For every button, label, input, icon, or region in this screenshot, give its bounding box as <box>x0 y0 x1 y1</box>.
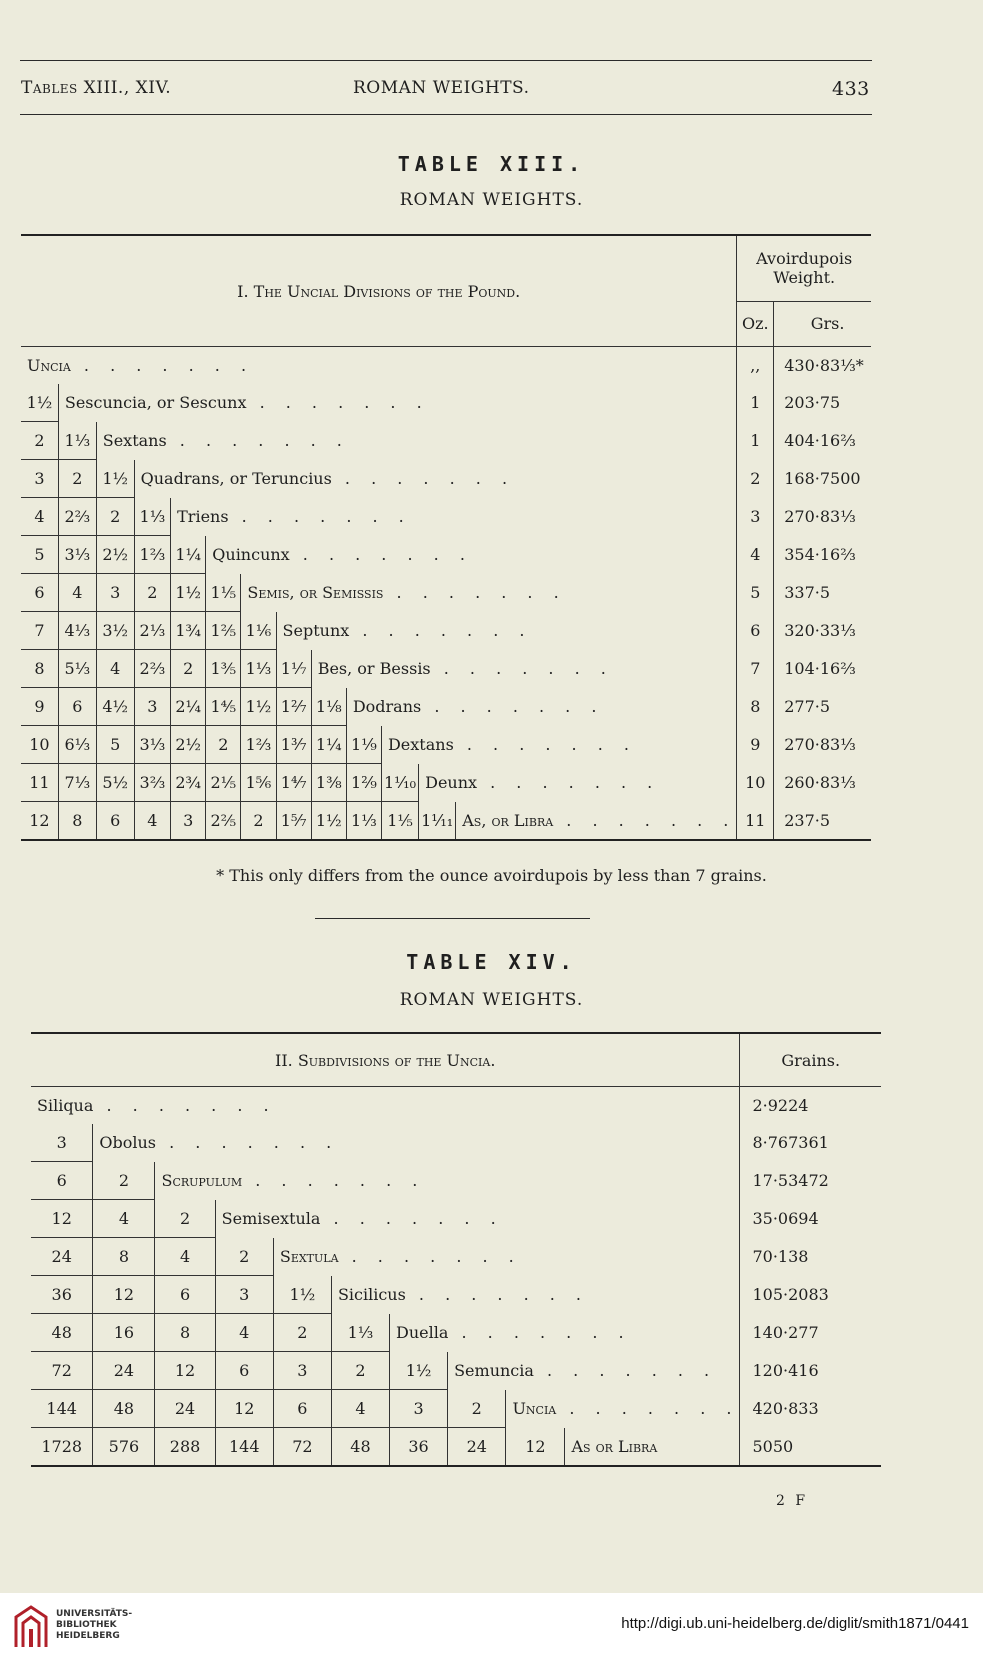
weight-name: Sescuncia, or Sescunx <box>64 393 247 413</box>
table13-row <box>21 688 871 726</box>
fraction-cell: 1⅖ <box>206 612 241 650</box>
ratio-cell: 48 <box>31 1314 93 1352</box>
fraction-cell: 1½ <box>311 802 346 841</box>
fraction-cell: 2 <box>241 802 276 841</box>
page-number: 433 <box>832 78 870 100</box>
fraction-cell: 4½ <box>96 688 134 726</box>
table13-row <box>21 422 871 460</box>
fraction-cell: 1⅛ <box>311 688 346 726</box>
oz-value: 9 <box>737 726 774 764</box>
ratio-cell: 24 <box>93 1352 155 1390</box>
subdivision-name-cell <box>331 1276 740 1314</box>
fraction-cell: 2 <box>206 726 241 764</box>
ratio-cell: 8 <box>93 1238 155 1276</box>
grs-value: 337·5 <box>784 583 831 602</box>
fraction-cell: 2⅖ <box>206 802 241 841</box>
fraction-cell: 1⅙ <box>241 612 276 650</box>
ratio-cell: 12 <box>506 1428 565 1467</box>
leader-dots: . . . . . . . <box>156 1133 340 1153</box>
weight-name-cell <box>419 764 737 802</box>
grs-value: 270·83⅓ <box>784 735 856 754</box>
weight-name-cell <box>311 650 737 688</box>
fraction-cell: 6 <box>58 688 96 726</box>
ratio-cell: 2 <box>93 1162 155 1200</box>
grs-value: 237·5 <box>784 810 831 830</box>
source-url-link[interactable]: http://digi.ub.uni-heidelberg.de/diglit/smith1871/0441 <box>621 1615 969 1632</box>
ratio-cell: 3 <box>215 1276 273 1314</box>
ratio-cell: 24 <box>155 1390 215 1428</box>
fraction-cell: 4 <box>96 650 134 688</box>
grains-value: 120·416 <box>740 1352 881 1390</box>
fraction-cell: 4 <box>21 498 58 536</box>
library-name: UNIVERSITÄTS- BIBLIOTHEK HEIDELBERG <box>56 1609 133 1641</box>
ratio-cell: 288 <box>155 1428 215 1467</box>
oz-value: 6 <box>737 612 774 650</box>
weight-name: Sextans <box>102 431 167 450</box>
running-head-left: Tables XIII., XIV. <box>21 78 172 98</box>
ratio-cell: 4 <box>215 1314 273 1352</box>
fraction-cell: 6 <box>21 574 58 612</box>
fraction-cell: 2¼ <box>171 688 206 726</box>
ratio-cell: 1½ <box>390 1352 448 1390</box>
fraction-cell: 1¾ <box>171 612 206 650</box>
table13-subtitle: ROMAN WEIGHTS. <box>399 190 584 210</box>
fraction-cell: 1⅕ <box>381 802 418 841</box>
grains-value: 35·0694 <box>740 1200 881 1238</box>
ratio-cell: 144 <box>31 1390 93 1428</box>
table13-row <box>21 612 871 650</box>
weight-name-cell <box>276 612 737 650</box>
fraction-cell: 2 <box>58 460 96 498</box>
fraction-cell: 5½ <box>96 764 134 802</box>
subdivision-name-cell <box>155 1162 740 1200</box>
oz-value: 2 <box>737 460 774 498</box>
table13-row <box>21 802 871 841</box>
subdivision-name: Semisextula <box>221 1209 321 1228</box>
table14-section-heading: II. Subdivisions of the Uncia. <box>31 1033 740 1087</box>
oz-value: 3 <box>737 498 774 536</box>
weight-name-cell <box>171 498 737 536</box>
table13 <box>21 234 871 841</box>
ratio-cell: 1½ <box>273 1276 331 1314</box>
fraction-cell: 4⅓ <box>58 612 96 650</box>
table13-row <box>21 347 871 385</box>
university-logo-icon <box>12 1603 50 1651</box>
fraction-cell: 1⅚ <box>241 764 276 802</box>
weight-name-cell <box>241 574 737 612</box>
fraction-cell: 8 <box>58 802 96 841</box>
ratio-cell: 12 <box>155 1352 215 1390</box>
weight-name: Semis, or Semissis <box>247 583 384 602</box>
col-grains-header: Grains. <box>740 1033 881 1087</box>
weight-name-cell <box>58 384 737 422</box>
ratio-cell: 2 <box>215 1238 273 1276</box>
ratio-cell: 2 <box>448 1390 506 1428</box>
signature-mark: 2 F <box>776 1493 809 1509</box>
fraction-cell: 2⅓ <box>134 612 171 650</box>
weight-name: Bes, or Bessis <box>317 659 431 678</box>
subdivision-name: Semuncia <box>454 1361 534 1380</box>
oz-value: 11 <box>737 802 774 841</box>
table14-row <box>31 1087 881 1125</box>
leader-dots: . . . . . . . <box>246 393 430 413</box>
fraction-cell: 2 <box>134 574 171 612</box>
fraction-cell: 3⅓ <box>134 726 171 764</box>
fraction-cell: 4 <box>134 802 171 841</box>
weight-name: Septunx <box>282 621 350 640</box>
subdivision-name-cell <box>273 1238 740 1276</box>
fraction-cell: 2¾ <box>171 764 206 802</box>
weight-name: Dextans <box>387 735 454 754</box>
fraction-cell: 1³⁄₇ <box>276 726 311 764</box>
leader-dots: . . . . . . . <box>338 1247 522 1266</box>
grs-value: 354·16⅔ <box>784 545 856 564</box>
leader-dots: . . . . . . . <box>70 356 255 375</box>
ratio-cell: 12 <box>215 1390 273 1428</box>
ratio-cell: 36 <box>390 1428 448 1467</box>
table14-row <box>31 1390 881 1428</box>
fraction-cell: 7⅓ <box>58 764 96 802</box>
leader-dots: . . . . . . . <box>453 735 637 754</box>
fraction-cell: 6⅓ <box>58 726 96 764</box>
weight-name-cell <box>346 688 737 726</box>
table13-section-heading: I. The Uncial Divisions of the Pound. <box>21 235 737 347</box>
head-rule <box>20 114 872 115</box>
ratio-cell: 2 <box>273 1314 331 1352</box>
subdivision-name-cell <box>31 1087 740 1125</box>
grains-value: 70·138 <box>740 1238 881 1276</box>
ratio-cell: 6 <box>273 1390 331 1428</box>
fraction-cell: 1⅓ <box>58 422 96 460</box>
oz-value: 5 <box>737 574 774 612</box>
fraction-cell: 1²⁄₇ <box>276 688 311 726</box>
fraction-cell: 1½ <box>171 574 206 612</box>
leader-dots: . . . . . . . <box>405 1285 590 1304</box>
table14-row <box>31 1162 881 1200</box>
fraction-cell: 3⅓ <box>58 536 96 574</box>
col-oz-header: Oz. <box>737 301 774 346</box>
fraction-cell: 1⅓ <box>241 650 276 688</box>
fraction-cell: 1½ <box>96 460 134 498</box>
ratio-cell: 12 <box>93 1276 155 1314</box>
subdivision-name-cell <box>506 1390 740 1428</box>
fraction-cell: 3 <box>96 574 134 612</box>
fraction-cell: 1⅓ <box>134 498 171 536</box>
weight-name: Uncia <box>27 356 71 375</box>
subdivision-name: Scrupulum <box>161 1171 243 1190</box>
grains-value: 2·9224 <box>740 1087 881 1125</box>
weight-name: Deunx <box>425 773 478 792</box>
table13-row <box>21 498 871 536</box>
leader-dots: . . . . . . . <box>289 545 473 564</box>
fraction-cell: 5 <box>21 536 58 574</box>
fraction-cell: 1⅐ <box>276 650 311 688</box>
fraction-cell: 6 <box>96 802 134 841</box>
table14-row <box>31 1314 881 1352</box>
fraction-cell: 7 <box>21 612 58 650</box>
ratio-cell: 576 <box>93 1428 155 1467</box>
top-rule <box>20 60 872 61</box>
grs-value: 168·7500 <box>784 469 861 488</box>
fraction-cell: 1¼ <box>171 536 206 574</box>
fraction-cell: 2½ <box>96 536 134 574</box>
fraction-cell: 2⅕ <box>206 764 241 802</box>
weight-name-cell <box>134 460 737 498</box>
subdivision-name-cell <box>215 1200 740 1238</box>
ratio-cell: 4 <box>331 1390 389 1428</box>
oz-value: 8 <box>737 688 774 726</box>
subdivision-name: Sicilicus <box>337 1285 406 1304</box>
col-grs-header: Grs. <box>774 301 871 346</box>
table13-row <box>21 764 871 802</box>
fraction-cell: 1¹⁄₁₁ <box>419 802 456 841</box>
grs-value: 104·16⅔ <box>784 659 856 678</box>
ratio-cell: 6 <box>155 1276 215 1314</box>
fraction-cell: 12 <box>21 802 58 841</box>
weight-name: Quincunx <box>212 545 290 564</box>
leader-dots: . . . . . . . <box>430 659 614 678</box>
ratio-cell: 144 <box>215 1428 273 1467</box>
fraction-cell: 2½ <box>171 726 206 764</box>
leader-dots: . . . . . . . <box>448 1323 632 1342</box>
weight-name-cell <box>381 726 736 764</box>
oz-value: ,, <box>737 347 774 385</box>
weight-name: Dodrans <box>352 697 422 716</box>
table14-row <box>31 1352 881 1390</box>
weight-name-cell <box>21 347 737 385</box>
ratio-cell: 36 <box>31 1276 93 1314</box>
ratio-cell: 1⅓ <box>331 1314 389 1352</box>
fraction-cell: 1⅒ <box>381 764 418 802</box>
leader-dots: . . . . . . . <box>477 773 661 792</box>
leader-dots: . . . . . . . <box>533 1361 718 1380</box>
ratio-cell: 1728 <box>31 1428 93 1467</box>
ratio-cell: 48 <box>93 1390 155 1428</box>
leader-dots: . . . . . . . <box>166 431 350 450</box>
oz-value: 4 <box>737 536 774 574</box>
table13-row <box>21 726 871 764</box>
leader-dots: . . . . . . . <box>93 1096 277 1115</box>
oz-value: 10 <box>737 764 774 802</box>
table13-title: TABLE XIII. <box>397 152 586 176</box>
table13-row <box>21 650 871 688</box>
leader-dots: . . . . . . . <box>553 810 737 830</box>
fraction-cell: 5 <box>96 726 134 764</box>
fraction-cell: 1²⁄₉ <box>346 764 381 802</box>
ratio-cell: 72 <box>31 1352 93 1390</box>
viewer-footer <box>0 1593 983 1662</box>
subdivision-name: Sextula <box>279 1247 339 1266</box>
separator-rule <box>315 918 590 919</box>
ratio-cell: 3 <box>273 1352 331 1390</box>
table13-footnote: * This only differs from the ounce avoirdupois by less than 7 grains. <box>216 866 767 885</box>
ratio-cell: 24 <box>448 1428 506 1467</box>
fraction-cell: 1⅓ <box>346 802 381 841</box>
ratio-cell: 16 <box>93 1314 155 1352</box>
fraction-cell: 2⅔ <box>58 498 96 536</box>
fraction-cell: 1⅘ <box>206 688 241 726</box>
ratio-cell: 24 <box>31 1238 93 1276</box>
fraction-cell: 1⅔ <box>134 536 171 574</box>
leader-dots: . . . . . . . <box>228 507 412 526</box>
fraction-cell: 1⅗ <box>206 650 241 688</box>
grs-value: 203·75 <box>784 393 841 413</box>
fraction-cell: 1⅜ <box>311 764 346 802</box>
table14-subtitle: ROMAN WEIGHTS. <box>399 990 584 1010</box>
fraction-cell: 4 <box>58 574 96 612</box>
subdivision-name-cell <box>390 1314 740 1352</box>
table14-row <box>31 1428 881 1467</box>
leader-dots: . . . . . . . <box>421 697 605 716</box>
fraction-cell: 1⁵⁄₇ <box>276 802 311 841</box>
grs-value: 320·33⅓ <box>784 621 856 640</box>
table14-row <box>31 1276 881 1314</box>
avoirdupois-heading: Avoirdupois Weight. <box>737 235 871 301</box>
leader-dots: . . . . . . . <box>242 1171 426 1190</box>
ratio-cell: 3 <box>31 1124 93 1162</box>
subdivision-name-cell <box>93 1124 740 1162</box>
subdivision-name: Siliqua <box>37 1096 94 1115</box>
fraction-cell: 5⅓ <box>58 650 96 688</box>
ratio-cell: 12 <box>31 1200 93 1238</box>
fraction-cell: 3 <box>134 688 171 726</box>
leader-dots: . . . . . . . <box>349 621 533 640</box>
running-head-center: ROMAN WEIGHTS. <box>353 78 530 98</box>
subdivision-name: As or Libra <box>571 1436 658 1456</box>
fraction-cell: 2 <box>21 422 58 460</box>
ratio-cell: 72 <box>273 1428 331 1467</box>
grains-value: 17·53472 <box>740 1162 881 1200</box>
leader-dots: . . . . . . . <box>331 469 516 488</box>
grs-value: 404·16⅔ <box>784 431 856 450</box>
oz-value: 1 <box>737 422 774 460</box>
ratio-cell: 4 <box>93 1200 155 1238</box>
grs-value: 270·83⅓ <box>784 507 856 526</box>
grs-value: 260·83⅓ <box>784 773 856 792</box>
fraction-cell: 3 <box>171 802 206 841</box>
fraction-cell: 1⁴⁄₇ <box>276 764 311 802</box>
table14-header-row <box>31 1033 881 1087</box>
table13-row <box>21 536 871 574</box>
weight-name-cell <box>456 802 737 841</box>
oz-value: 1 <box>737 384 774 422</box>
table13-row <box>21 574 871 612</box>
grains-value: 8·767361 <box>740 1124 881 1162</box>
ratio-cell: 3 <box>390 1390 448 1428</box>
ratio-cell: 2 <box>331 1352 389 1390</box>
table13-row <box>21 384 871 422</box>
fraction-cell: 1¼ <box>311 726 346 764</box>
ratio-cell: 6 <box>31 1162 93 1200</box>
fraction-cell: 1½ <box>21 384 58 422</box>
subdivision-name-cell <box>448 1352 740 1390</box>
fraction-cell: 3½ <box>96 612 134 650</box>
leader-dots: . . . . . . . <box>320 1209 504 1228</box>
oz-value: 7 <box>737 650 774 688</box>
fraction-cell: 1½ <box>241 688 276 726</box>
weight-name-cell <box>206 536 737 574</box>
grains-value: 420·833 <box>740 1390 881 1428</box>
fraction-cell: 11 <box>21 764 58 802</box>
fraction-cell: 1⅑ <box>346 726 381 764</box>
table14-title: TABLE XIV. <box>406 950 577 974</box>
grs-value: 430·83⅓* <box>784 356 864 375</box>
weight-name: Quadrans, or Teruncius <box>140 469 332 488</box>
fraction-cell: 2 <box>171 650 206 688</box>
weight-name: As, or Libra <box>462 810 554 830</box>
fraction-cell: 3⅔ <box>134 764 171 802</box>
grains-value: 140·277 <box>740 1314 881 1352</box>
table14-row <box>31 1238 881 1276</box>
ratio-cell: 6 <box>215 1352 273 1390</box>
subdivision-name: Obolus <box>99 1133 157 1153</box>
ratio-cell: 4 <box>155 1238 215 1276</box>
leader-dots: . . . . . . . <box>556 1399 740 1418</box>
fraction-cell: 10 <box>21 726 58 764</box>
subdivision-name: Duella <box>396 1323 449 1342</box>
ratio-cell: 48 <box>331 1428 389 1467</box>
fraction-cell: 1⅕ <box>206 574 241 612</box>
table14-row <box>31 1200 881 1238</box>
table13-row <box>21 460 871 498</box>
subdivision-name-cell <box>565 1428 740 1467</box>
leader-dots: . . . . . . . <box>383 583 567 602</box>
table14 <box>31 1032 881 1467</box>
ratio-cell: 8 <box>155 1314 215 1352</box>
subdivision-name: Uncia <box>512 1399 557 1418</box>
fraction-cell: 2 <box>96 498 134 536</box>
fraction-cell: 1⅔ <box>241 726 276 764</box>
fraction-cell: 3 <box>21 460 58 498</box>
ratio-cell: 2 <box>155 1200 215 1238</box>
table14-row <box>31 1124 881 1162</box>
fraction-cell: 2⅔ <box>134 650 171 688</box>
grains-value: 105·2083 <box>740 1276 881 1314</box>
weight-name: Triens <box>177 507 229 526</box>
table13-header-row <box>21 235 871 301</box>
fraction-cell: 9 <box>21 688 58 726</box>
fraction-cell: 8 <box>21 650 58 688</box>
grs-value: 277·5 <box>784 697 831 716</box>
grains-value: 5050 <box>740 1428 881 1467</box>
weight-name-cell <box>96 422 737 460</box>
